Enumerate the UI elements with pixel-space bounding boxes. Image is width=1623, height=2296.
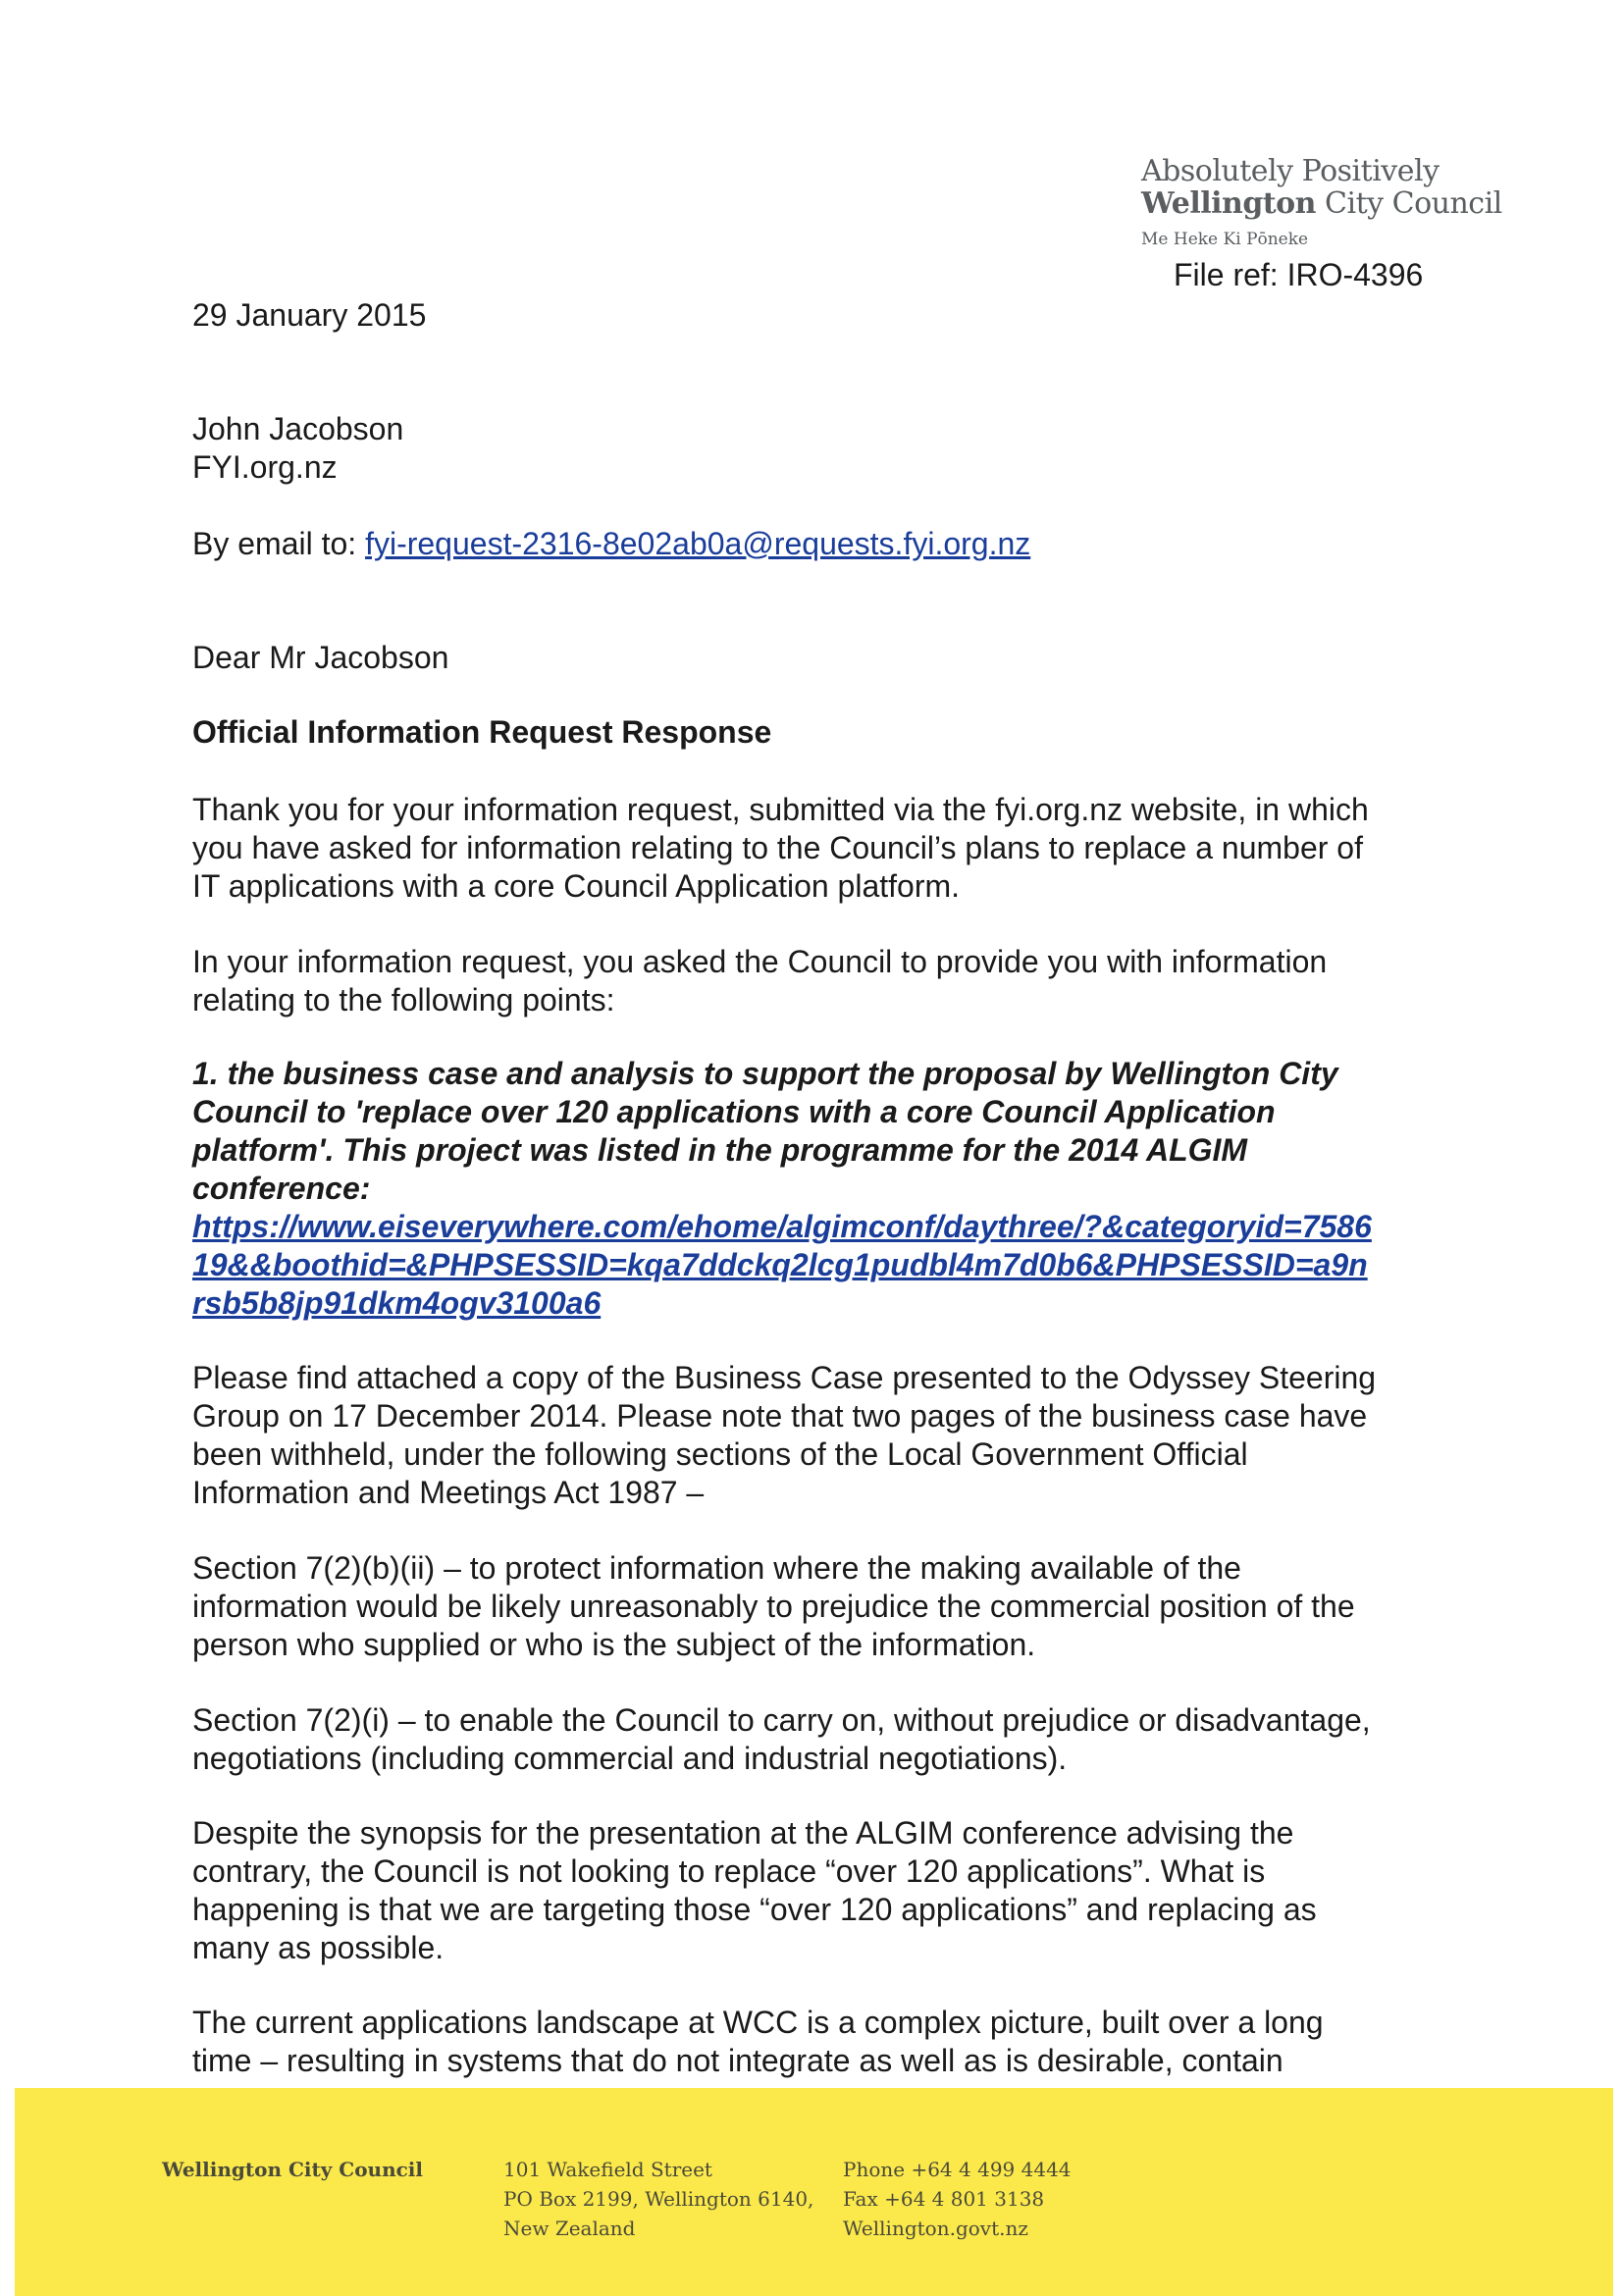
section-7-2-b-ii <box>192 1549 1355 1664</box>
text-line: Information and Meetings Act 1987 – <box>192 1475 705 1510</box>
footer-address <box>503 2155 813 2243</box>
logo-bold: Wellington <box>1141 186 1316 221</box>
text-line: Section 7(2)(b)(ii) – to protect information where the making available of the <box>192 1550 1241 1586</box>
address-line: 101 Wakefield Street <box>503 2158 712 2181</box>
text-line: person who supplied or who is the subject of the information. <box>192 1627 1036 1662</box>
text-line: IT applications with a core Council Application platform. <box>192 868 961 904</box>
text-line: negotiations (including commercial and industrial negotiations). <box>192 1741 1068 1776</box>
fax: Fax +64 4 801 3138 <box>843 2187 1045 2211</box>
text-line: been withheld, under the following sections of the Local Government Official <box>192 1436 1248 1472</box>
footer-org: Wellington City Council <box>162 2158 424 2181</box>
text-line: information would be likely unreasonably to prejudice the commercial position of the <box>192 1589 1355 1624</box>
conference-link[interactable]: https://www.eiseverywhere.com/ehome/algimconf/daythree/?&categoryid=7586 <box>192 1209 1372 1244</box>
phone: Phone +64 4 499 4444 <box>843 2158 1072 2181</box>
text-line: The current applications landscape at WCC is a complex picture, built over a long <box>192 2005 1324 2040</box>
section-7-2-i <box>192 1701 1371 1778</box>
text-line: platform'. This project was listed in the programme for the 2014 ALGIM <box>192 1132 1248 1168</box>
text-line: Thank you for your information request, submitted via the fyi.org.nz website, in which <box>192 792 1369 827</box>
email-label: By email to: <box>192 526 366 561</box>
conference-link[interactable]: rsb5b8jp91dkm4ogv3100a6 <box>192 1285 602 1321</box>
paragraph-intro <box>192 791 1369 906</box>
logo-rest: City Council <box>1316 186 1502 221</box>
email-line <box>192 525 1030 563</box>
salutation: Dear Mr Jacobson <box>192 640 449 675</box>
text-line: time – resulting in systems that do not integrate as well as is desirable, contain <box>192 2043 1283 2078</box>
paragraph-synopsis <box>192 1814 1317 1967</box>
recipient-org: FYI.org.nz <box>192 449 338 485</box>
logo-line-1: Absolutely Positively <box>1141 154 1440 188</box>
paragraph-request <box>192 943 1327 1019</box>
text-line: conference: <box>192 1171 371 1206</box>
text-line: Group on 17 December 2014. Please note that two pages of the business case have <box>192 1398 1368 1434</box>
text-line: Despite the synopsis for the presentation at the ALGIM conference advising the <box>192 1815 1294 1851</box>
text-line: Section 7(2)(i) – to enable the Council to carry on, without prejudice or disadvantage, <box>192 1702 1371 1738</box>
text-line: you have asked for information relating to the Council’s plans to replace a number of <box>192 830 1363 865</box>
recipient-block <box>192 410 403 487</box>
website: Wellington.govt.nz <box>843 2217 1028 2240</box>
logo-tagline: Me Heke Ki Pōneke <box>1141 230 1309 249</box>
logo-line-2 <box>1141 187 1502 220</box>
heading: Official Information Request Response <box>192 714 772 750</box>
council-logo <box>1141 155 1502 249</box>
letter-date: 29 January 2015 <box>192 297 427 333</box>
text-line: 1. the business case and analysis to support the proposal by Wellington City <box>192 1056 1338 1091</box>
recipient-name: John Jacobson <box>192 411 404 446</box>
address-line: New Zealand <box>503 2217 636 2240</box>
text-line: Please find attached a copy of the Business Case presented to the Odyssey Steering <box>192 1360 1377 1395</box>
footer-band <box>15 2088 1613 2296</box>
request-item-1 <box>192 1055 1372 1323</box>
conference-link[interactable]: 19&&boothid=&PHPSESSID=kqa7ddckq2lcg1pudbl4m7d0b6&PHPSESSID=a9n <box>192 1247 1368 1282</box>
footer-contact <box>843 2155 1072 2243</box>
text-line: relating to the following points: <box>192 982 615 1018</box>
paragraph-landscape <box>192 2004 1324 2080</box>
text-line: contrary, the Council is not looking to replace “over 120 applications”. What is <box>192 1853 1266 1889</box>
text-line: happening is that we are targeting those “over 120 applications” and replacing as <box>192 1892 1317 1927</box>
paragraph-business-case <box>192 1359 1376 1512</box>
text-line: many as possible. <box>192 1930 445 1965</box>
address-line: PO Box 2199, Wellington 6140, <box>503 2187 814 2211</box>
text-line: In your information request, you asked the Council to provide you with information <box>192 944 1328 979</box>
text-line: Council to 'replace over 120 applications with a core Council Application <box>192 1094 1276 1129</box>
file-ref: File ref: IRO-4396 <box>1174 257 1424 292</box>
email-link[interactable]: fyi-request-2316-8e02ab0a@requests.fyi.org.nz <box>365 526 1031 561</box>
